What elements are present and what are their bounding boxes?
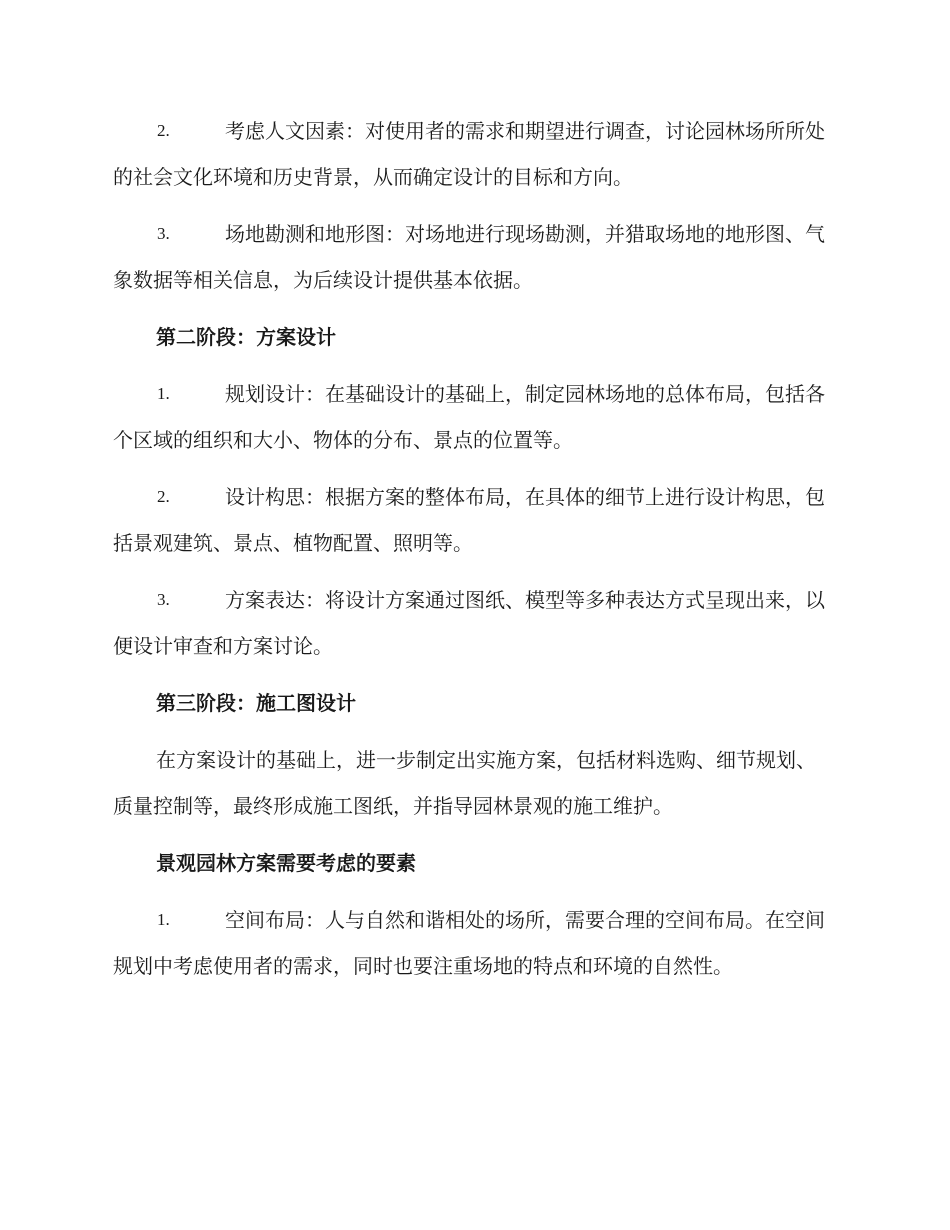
list-item <box>113 474 835 566</box>
list-item-text: 方案表达：将设计方案通过图纸、模型等多种表达方式呈现出来，以便设计审查和方案讨论。 <box>113 588 825 658</box>
list-item-text: 规划设计：在基础设计的基础上，制定园林场地的总体布局，包括各个区域的组织和大小、物体的分布、景点的位置等。 <box>113 382 825 452</box>
list-number: 1. <box>157 384 170 403</box>
list-item <box>113 211 835 303</box>
list-item-text: 设计构思：根据方案的整体布局，在具体的细节上进行设计构思，包括景观建筑、景点、植物配置、照明等。 <box>113 485 825 555</box>
list-item <box>113 577 835 669</box>
list-number: 3. <box>157 590 170 609</box>
list-item <box>113 897 835 989</box>
list-item <box>113 108 835 200</box>
list-item-text: 考虑人文因素：对使用者的需求和期望进行调查，讨论园林场所所处的社会文化环境和历史背景，从而确定设计的目标和方向。 <box>113 119 825 189</box>
list-number: 2. <box>157 487 170 506</box>
section-heading: 第二阶段：方案设计 <box>156 325 336 349</box>
paragraph: 在方案设计的基础上，进一步制定出实施方案，包括材料选购、细节规划、质量控制等，最终形成施工图纸，并指导园林景观的施工维护。 <box>113 748 816 818</box>
section-heading: 第三阶段：施工图设计 <box>156 691 356 715</box>
list-item-text: 空间布局：人与自然和谐相处的场所，需要合理的空间布局。在空间规划中考虑使用者的需求，同时也要注重场地的特点和环境的自然性。 <box>113 908 825 978</box>
list-item-text: 场地勘测和地形图：对场地进行现场勘测，并猎取场地的地形图、气象数据等相关信息，为后续设计提供基本依据。 <box>113 222 825 292</box>
document-page <box>113 108 835 1000</box>
list-number: 2. <box>157 121 170 140</box>
list-number: 3. <box>157 224 170 243</box>
list-item <box>113 371 835 463</box>
section-heading: 景观园林方案需要考虑的要素 <box>156 851 416 875</box>
list-number: 1. <box>157 910 170 929</box>
